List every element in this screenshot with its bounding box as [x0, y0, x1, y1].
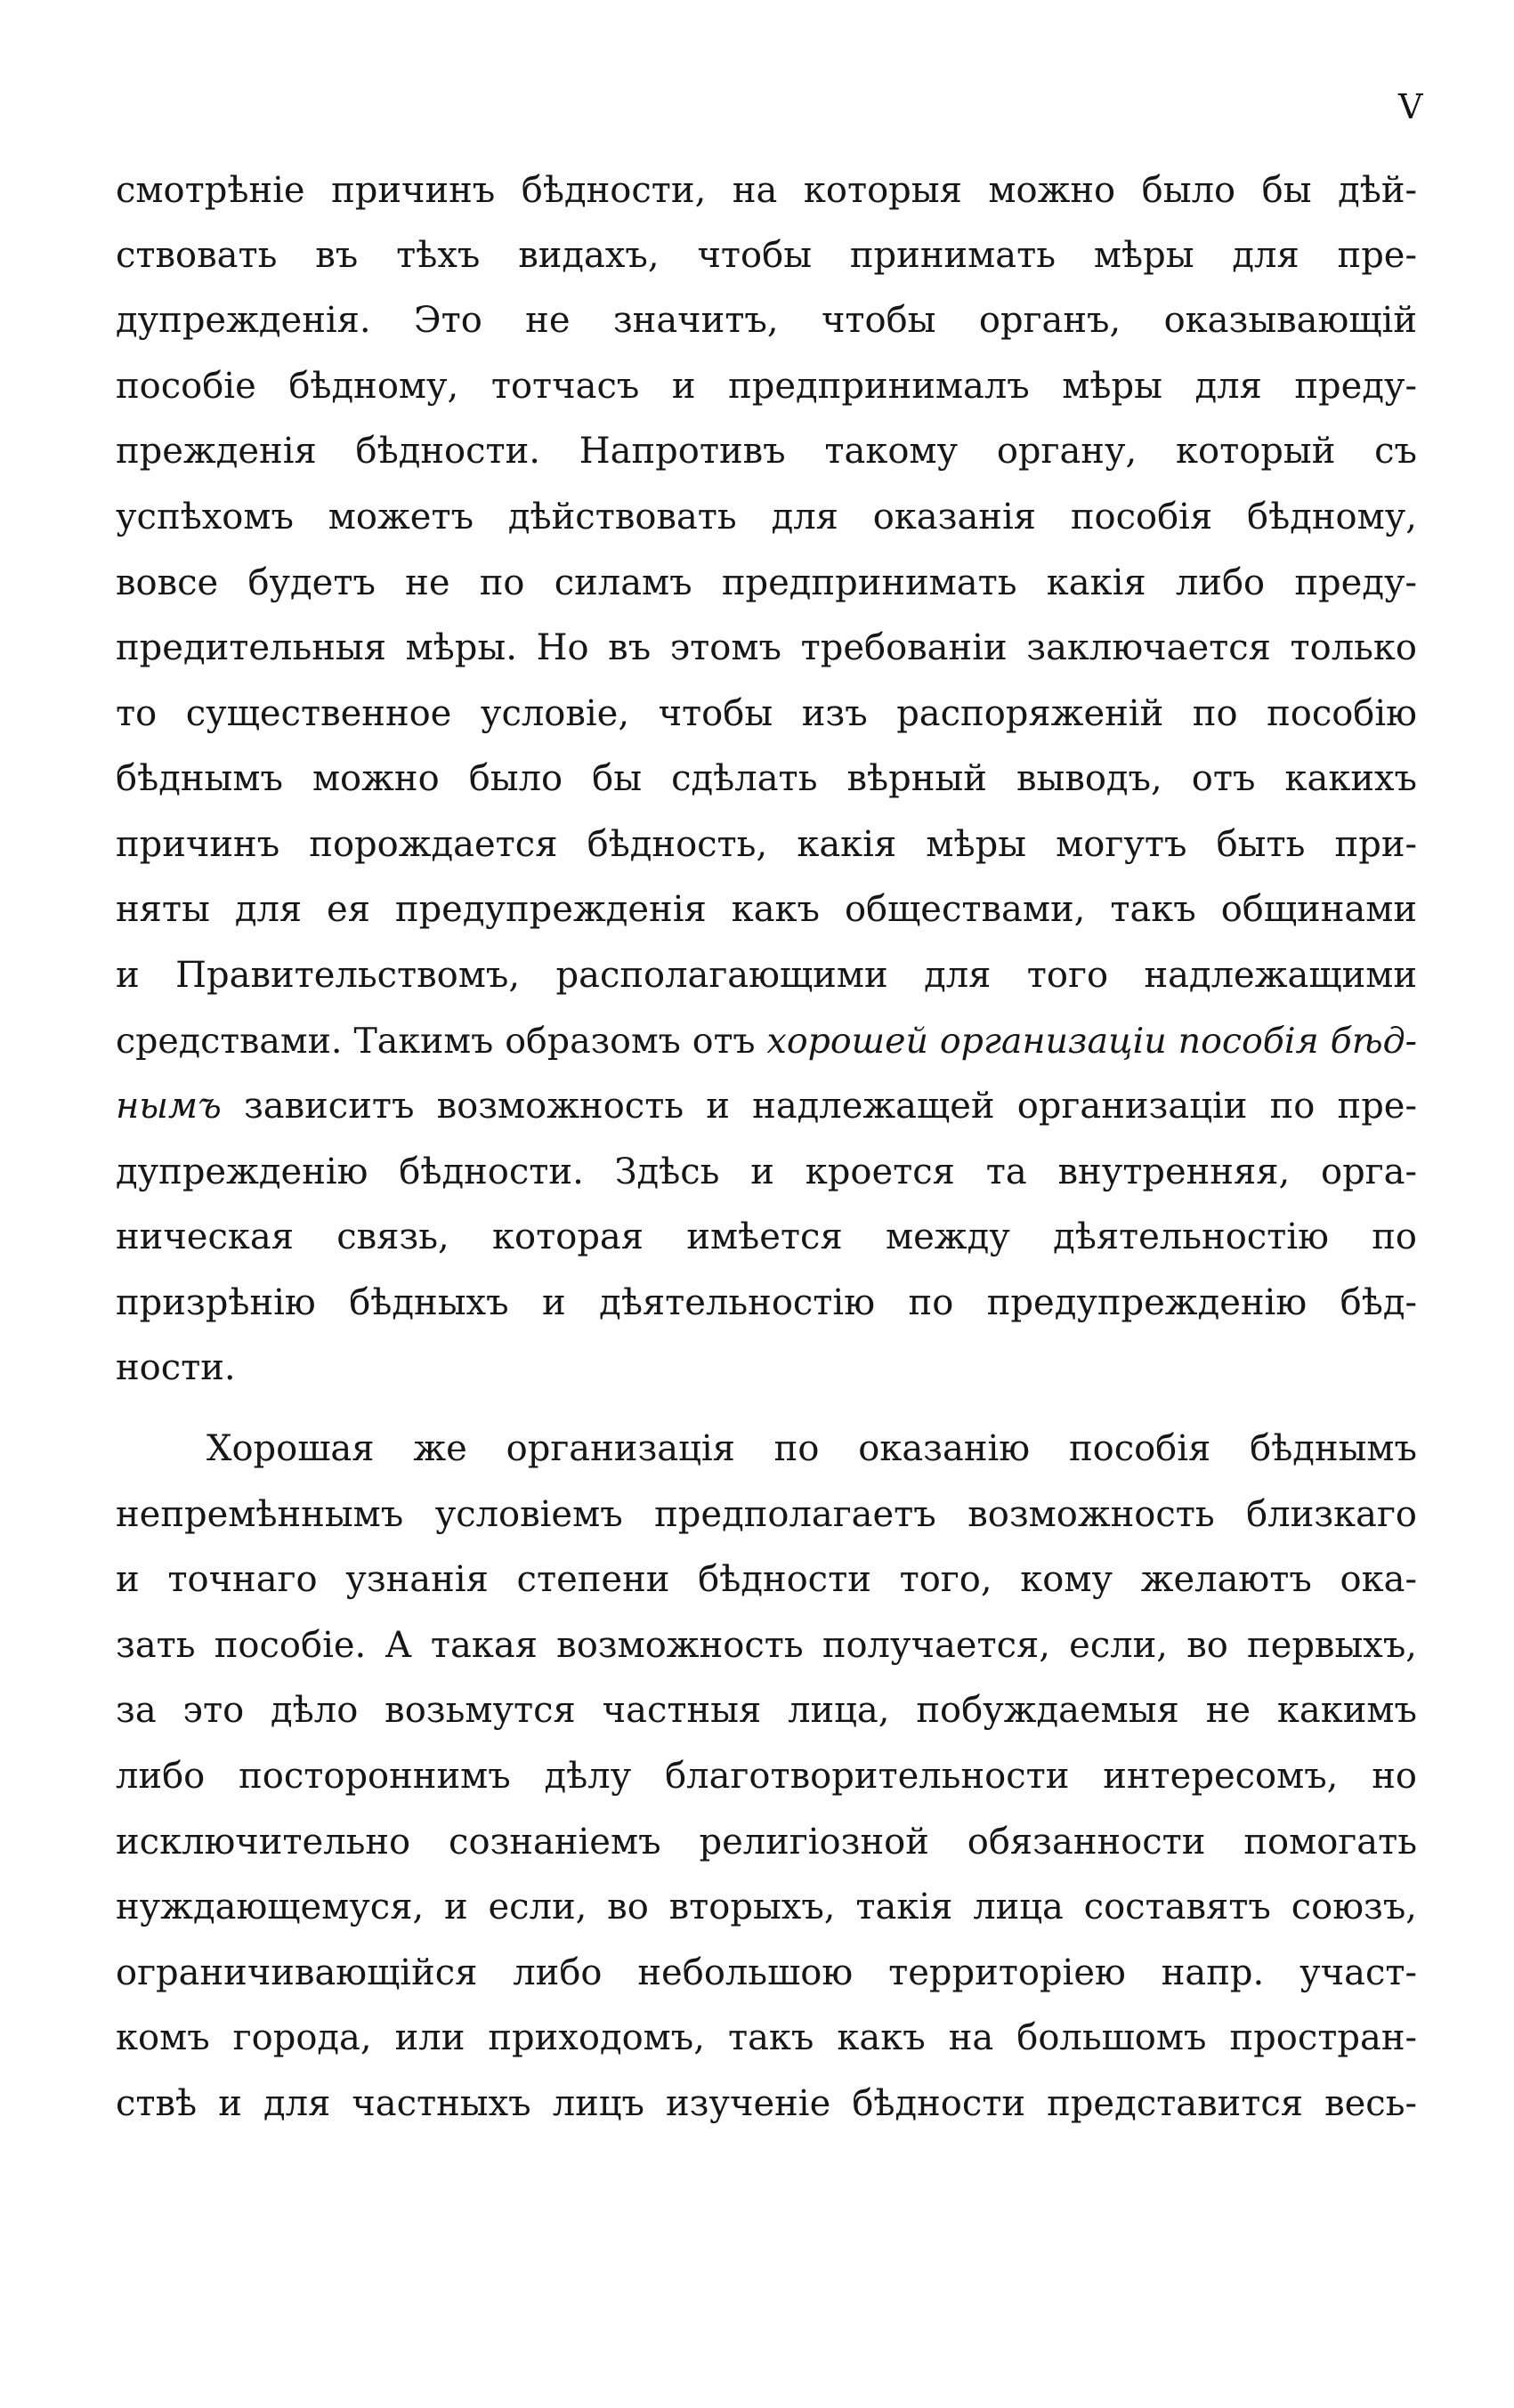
text-line-11: причинъ порождается бѣдность, какія мѣры могутъ быть при-	[116, 824, 1417, 865]
text-line-22: и точнаго узнанія степени бѣдности того, кому желаютъ ока-	[116, 1559, 1417, 1600]
text-line-4: пособіе бѣдному, тотчасъ и предпринималъ мѣры для преду-	[116, 366, 1417, 407]
text-line-28: ограничивающійся либо небольшою территоріею напр. участ-	[116, 1952, 1417, 1993]
text-line-2: ствовать въ тѣхъ видахъ, чтобы принимать мѣры для пре-	[116, 235, 1417, 276]
text-line-8: предительныя мѣры. Но въ этомъ требованіи заключается только	[116, 627, 1417, 668]
text-line-3: дупрежденія. Это не значитъ, чтобы органъ, оказывающій	[116, 300, 1417, 341]
text-line-1: смотрѣніе причинъ бѣдности, на которыя можно было бы дѣй-	[116, 170, 1417, 211]
text-line-25: либо постороннимъ дѣлу благотворительности интересомъ, но	[116, 1756, 1417, 1797]
text-line-20: Хорошая же организація по оказанію пособія бѣднымъ	[206, 1428, 1417, 1469]
text-line-19: ности.	[116, 1347, 236, 1388]
text-line-18: призрѣнію бѣдныхъ и дѣятельностію по предупрежденію бѣд-	[116, 1282, 1417, 1323]
text-line-16: дупрежденію бѣдности. Здѣсь и кроется та внутренняя, орга-	[116, 1151, 1417, 1192]
italic-phrase: нымъ	[116, 1086, 222, 1127]
text-line-30: ствѣ и для частныхъ лицъ изученіе бѣдности представится весь-	[116, 2083, 1417, 2124]
text-line-14	[116, 1014, 1417, 1069]
text-line-27: нуждающемуся, и если, во вторыхъ, такія лица составятъ союзъ,	[116, 1887, 1417, 1927]
text-line-12: няты для ея предупрежденія какъ обществами, такъ общинами	[116, 889, 1417, 930]
text-line-5: прежденія бѣдности. Напротивъ такому органу, который съ	[116, 431, 1417, 472]
text-segment: средствами. Такимъ образомъ отъ	[116, 1021, 767, 1062]
text-line-29: комъ города, или приходомъ, такъ какъ на большомъ простран-	[116, 2017, 1417, 2058]
text-segment: зависитъ возможность и надлежащей организаціи по пре-	[221, 1086, 1417, 1127]
text-line-15	[116, 1079, 1417, 1134]
text-line-10: бѣднымъ можно было бы сдѣлать вѣрный выводъ, отъ какихъ	[116, 758, 1417, 799]
text-line-7: вовсе будетъ не по силамъ предпринимать какія либо преду-	[116, 562, 1417, 603]
italic-phrase: хорошей организаціи пособія бѣд-	[766, 1021, 1417, 1062]
text-line-17: ническая связь, которая имѣется между дѣятельностію по	[116, 1216, 1417, 1257]
text-line-13: и Правительствомъ, располагающими для того надлежащими	[116, 955, 1417, 996]
text-line-9: то существенное условіе, чтобы изъ распоряженій по пособію	[116, 693, 1417, 734]
text-line-24: за это дѣло возьмутся частныя лица, побуждаемыя не какимъ	[116, 1690, 1417, 1731]
text-line-6: успѣхомъ можетъ дѣйствовать для оказанія пособія бѣдному,	[116, 497, 1417, 537]
text-line-21: непремѣннымъ условіемъ предполагаетъ возможность близкаго	[116, 1494, 1417, 1535]
text-line-26: исключительно сознаніемъ религіозной обязанности помогать	[116, 1822, 1417, 1863]
text-line-23: зать пособіе. А такая возможность получается, если, во первыхъ,	[116, 1625, 1417, 1666]
page-number: V	[1398, 87, 1423, 126]
